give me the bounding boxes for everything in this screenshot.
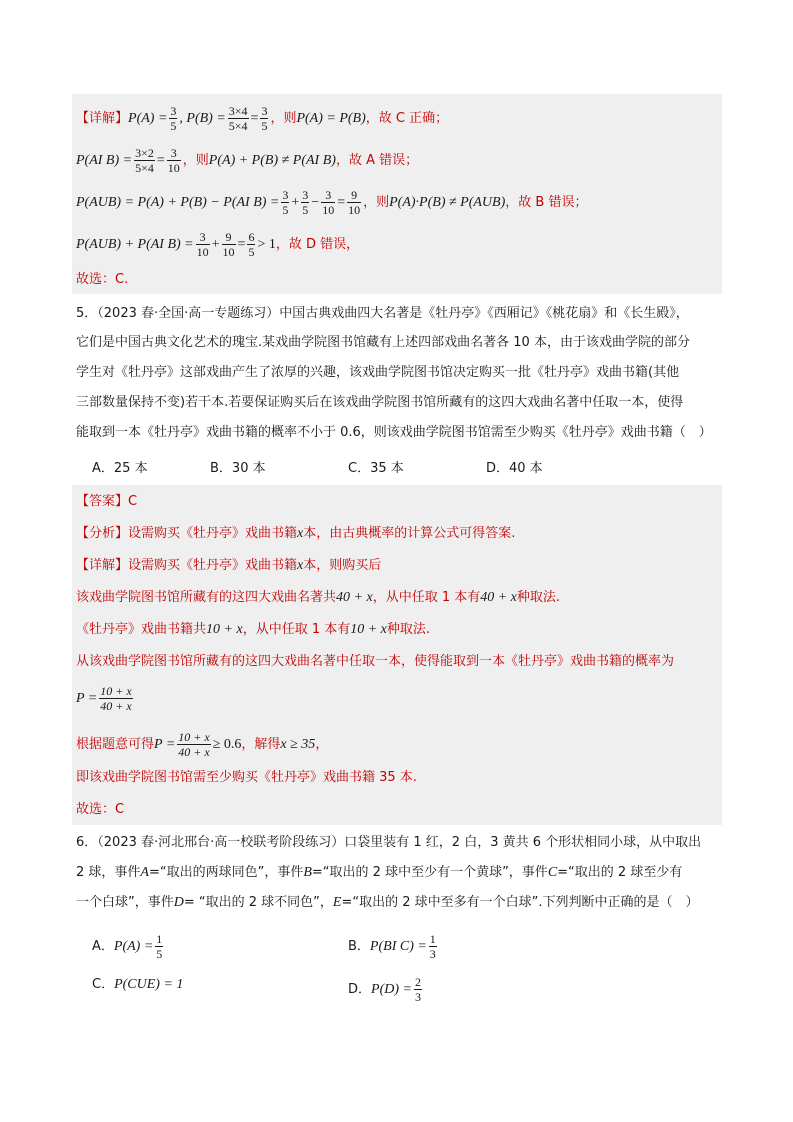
fraction: $\frac{9}{10}$ [348, 188, 361, 217]
answer-label: 【答案】 [76, 494, 129, 509]
q5-detail-line-6: 根据题意可得P = $\frac{10 + x}{40 + x}$ ≥ 0.6，解得x ≥ 35， [76, 730, 329, 759]
detail-label: 【详解】 [76, 558, 129, 573]
q5-analysis: 【分析】设需购买《牡丹亭》戏曲书籍x本，由古典概率的计算公式可得答案. [76, 526, 516, 541]
q5-stem-line-5: 能取到一本《牡丹亭》戏曲书籍的概率不小于 0.6，则该戏曲学院图书馆需至少购买《牡丹亭》戏曲书籍（ ） [76, 425, 712, 440]
q6-option-b: B．P(BI C) = $\frac{1}{3}$ [348, 932, 436, 961]
q5-detail-line-2: 该戏曲学院图书馆所藏有的这四大戏曲名著共40 + x，从中任取 1 本有40 + x种取法. [76, 590, 561, 605]
fraction: $\frac{3}{10}$ [167, 146, 180, 175]
analysis-label: 【分析】 [76, 526, 129, 541]
fraction: $\frac{3}{10}$ [196, 230, 209, 259]
fraction: $\frac{3}{5}$ [170, 104, 177, 133]
fraction: $\frac{10 + x}{40 + x}$ [178, 730, 210, 759]
q4-detail-line-3: P(AUB) = P(A) + P(B) − P(AI B) = $\frac{3}{5}$ + $\frac{3}{5}$ − $\frac{3}{10}$ = $\frac{9}{10}$ ，则P(A)·P(B) ≠ P(AUB)，故 B 错误； [76, 188, 588, 217]
q5-option-c: C．35 本 [348, 461, 404, 476]
fraction: $\frac{6}{5}$ [248, 230, 255, 259]
q5-option-b: B．30 本 [210, 461, 266, 476]
q5-choice: 故选：C [76, 802, 125, 817]
q5-detail-line-7: 即该戏曲学院图书馆需至少购买《牡丹亭》戏曲书籍 35 本. [76, 770, 417, 785]
q6-stem-line-3: 一个白球”，事件D= “取出的 2 球不同色”，E=“取出的 2 球中至多有一个白球”.下列判断中正确的是（ ） [76, 895, 699, 910]
q5-detail-line-1: 【详解】设需购买《牡丹亭》戏曲书籍x本，则购买后 [76, 558, 382, 573]
fraction: $\frac{9}{10}$ [222, 230, 235, 259]
q4-detail-line-2: P(AI B) = $\frac{3\times 2}{5\times 4}$ = $\frac{3}{10}$ ，则P(A) + P(B) ≠ P(AI B)，故 A 错误； [76, 146, 419, 175]
q4-detail-line-4: P(AUB) + P(AI B) = $\frac{3}{10}$ + $\frac{9}{10}$ = $\frac{6}{5}$ > 1，故 D 错误， [76, 230, 360, 259]
q6-option-c: C．P(CUE) = 1 [92, 977, 184, 992]
q6-option-a: A．P(A) = $\frac{1}{5}$ [92, 932, 163, 961]
fraction: $\frac{2}{3}$ [414, 975, 421, 1004]
q5-stem-line-2: 它们是中国古典文化艺术的瑰宝.某戏曲学院图书馆藏有上述四部戏曲名著各 10 本，由于该戏曲学院的部分 [76, 335, 690, 350]
fraction: $\frac{3}{5}$ [302, 188, 309, 217]
fraction: $\frac{3}{5}$ [282, 188, 289, 217]
q6-stem-line-2: 2 球，事件A=“取出的两球同色”，事件B=“取出的 2 球中至少有一个黄球”，事件C=“取出的 2 球至少有 [76, 865, 683, 880]
q5-detail-line-5: P = $\frac{10 + x}{40 + x}$ [76, 684, 132, 713]
fraction: $\frac{3\times 2}{5\times 4}$ [135, 146, 154, 175]
q5-detail-line-4: 从该戏曲学院图书馆所藏有的这四大戏曲名著中任取一本，使得能取到一本《牡丹亭》戏曲书籍的概率为 [76, 654, 675, 669]
q5-detail-line-3: 《牡丹亭》戏曲书籍共10 + x，从中任取 1 本有10 + x种取法. [76, 622, 431, 637]
q6-option-d: D．P(D) = $\frac{2}{3}$ [348, 975, 421, 1004]
fraction: $\frac{10 + x}{40 + x}$ [100, 684, 132, 713]
fraction: $\frac{1}{5}$ [156, 932, 163, 961]
detail-label: 【详解】 [76, 111, 129, 126]
q4-choice: 故选：C. [76, 272, 129, 287]
q5-stem-line-3: 学生对《牡丹亭》这部戏曲产生了浓厚的兴趣，该戏曲学院图书馆决定购买一批《牡丹亭》戏曲书籍(其他 [76, 365, 680, 380]
q5-answer: 【答案】C [76, 494, 138, 509]
q5-option-a: A．25 本 [92, 461, 148, 476]
q6-stem-line-1: 6．（2023 春·河北邢台·高一校联考阶段练习）口袋里装有 1 红，2 白，3 黄共 6 个形状相同小球，从中取出 [76, 835, 702, 850]
fraction: $\frac{1}{3}$ [429, 932, 436, 961]
q5-option-d: D．40 本 [486, 461, 543, 476]
q5-stem-line-4: 三部数量保持不变)若干本.若要保证购买后在该戏曲学院图书馆所藏有的这四大戏曲名著中任取一本，使得 [76, 395, 684, 410]
q5-stem-line-1: 5．（2023 春·全国·高一专题练习）中国古典戏曲四大名著是《牡丹亭》《西厢记》《桃花扇》和《长生殿》， [76, 306, 689, 321]
fraction: $\frac{3\times 4}{5\times 4}$ [228, 104, 248, 133]
fraction: $\frac{3}{5}$ [261, 104, 268, 133]
q4-detail-line-1: 【详解】P(A) = $\frac{3}{5}$ , P(B) = $\frac{3\times 4}{5\times 4}$ = $\frac{3}{5}$ ，则P(A) = P(B)，故 C 正确； [76, 104, 449, 133]
fraction: $\frac{3}{10}$ [322, 188, 335, 217]
